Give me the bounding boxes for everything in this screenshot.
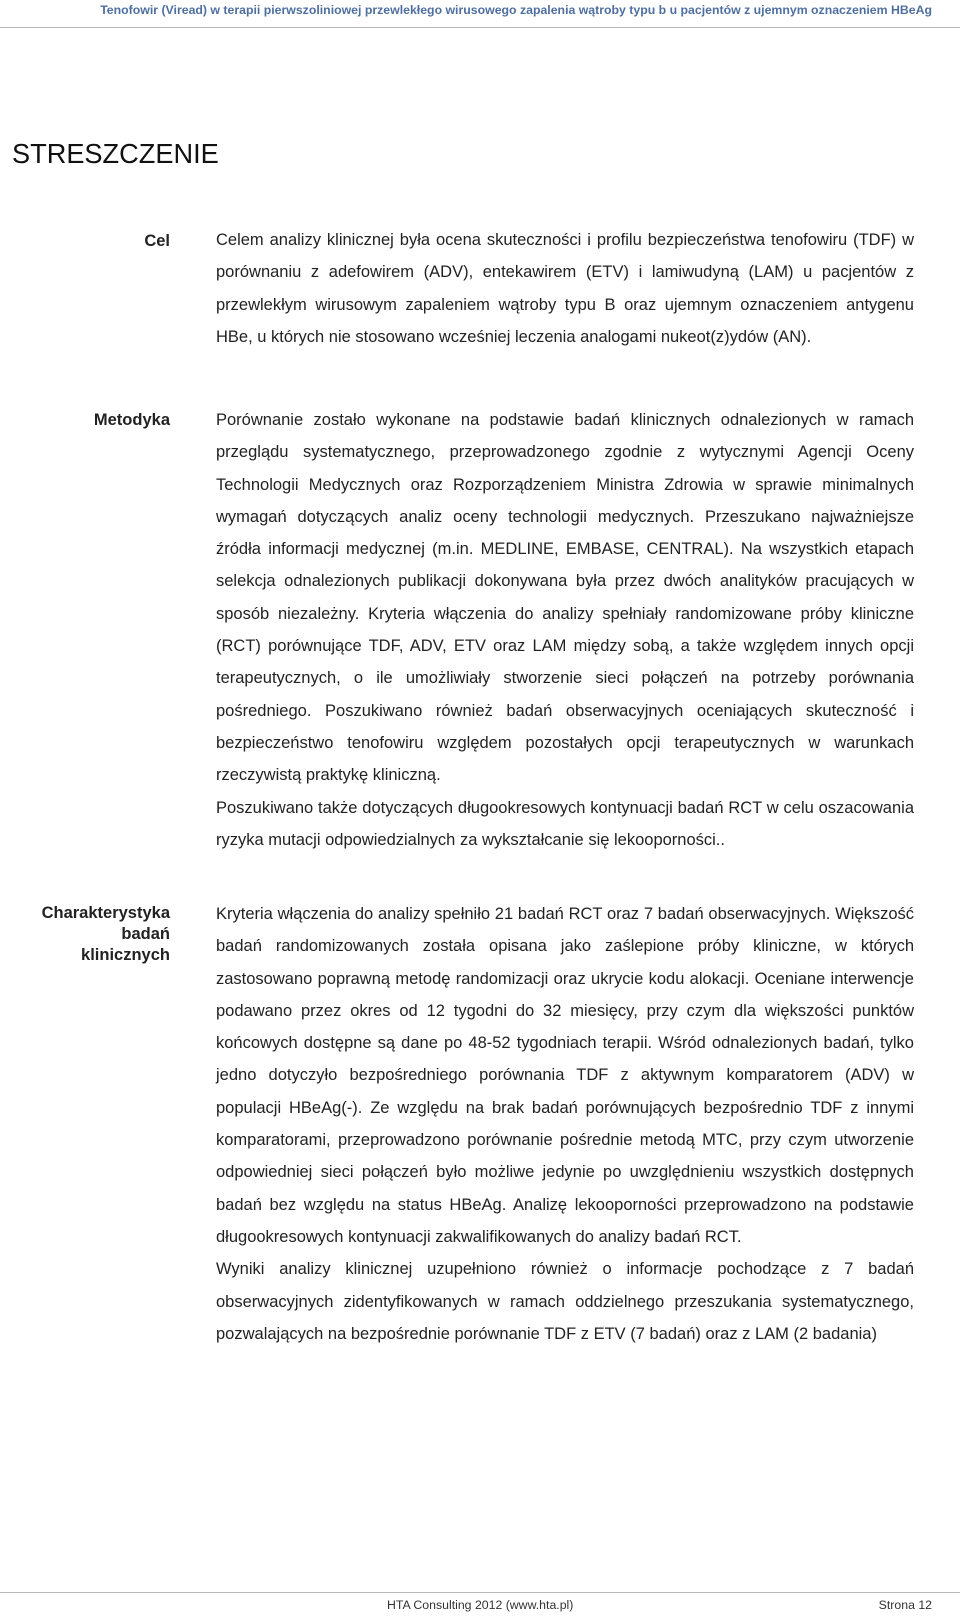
label-line: klinicznych	[81, 946, 170, 964]
section-body-metodyka	[216, 404, 914, 856]
running-header-title: Tenofowir (Viread) w terapii pierwszoliniowej przewlekłego wirusowego zapalenia wątroby typu b u pacjentów z ujemnym oznaczeniem HBeAg	[100, 3, 932, 17]
section-body-cel	[216, 224, 914, 353]
paragraph: Wyniki analizy klinicznej uzupełniono również o informacje pochodzące z 7 badań obserwacyjnych zidentyfikowanych w ramach oddzielnego przeszukania systematycznego, pozwalających na bezpośrednie porównanie TDF z ETV (7 badań) oraz z LAM (2 badania)	[216, 1260, 914, 1343]
label-line: badań	[121, 925, 170, 943]
paragraph: Kryteria włączenia do analizy spełniło 21 badań RCT oraz 7 badań obserwacyjnych. Większość badań randomizowanych została opisana jako zaślepione próby kliniczne, w których zastosowano poprawną metodę randomizacji oraz ukrycie kodu alokacji. Oceniane interwencje podawano przez okres od 12 tygodni do 32 miesięcy, przy czym dla większości punktów końcowych dostępne są dane po 48-52 tygodniach terapii. Wśród odnalezionych badań, tylko jedno dotyczyło bezpośredniego porównania TDF z aktywnym komparatorem (ADV) w populacji HBeAg(-). Ze względu na brak badań porównujących bezpośrednio TDF z innymi komparatorami, przeprowadzono porównanie pośrednie metodą MTC, przy czym utworzenie odpowiedniej sieci połączeń było możliwe jedynie po uwzględnieniu wszystkich dostępnych badań bez względu na status HBeAg. Analizę lekooporności przeprowadzono na podstawie długookresowych kontynuacji zakwalifikowanych do analizy badań RCT.	[216, 905, 914, 1246]
label-line: Charakterystyka	[41, 904, 170, 922]
section-label-cel: Cel	[144, 232, 170, 250]
paragraph: Poszukiwano także dotyczących długookresowych kontynuacji badań RCT w celu oszacowania ryzyka mutacji odpowiedzialnych za wykształcanie się lekooporności..	[216, 798, 914, 849]
page-footer	[0, 1592, 960, 1616]
section-body-charakterystyka	[216, 898, 914, 1350]
paragraph: Celem analizy klinicznej była ocena skuteczności i profilu bezpieczeństwa tenofowiru (TDF) w porównaniu z adefowirem (ADV), entekawirem (ETV) i lamiwudyną (LAM) u pacjentów z przewlekłym wirusowym zapaleniem wątroby typu B oraz ujemnym oznaczeniem antygenu HBe, u których nie stosowano wcześniej leczenia analogami nukeot(z)ydów (AN).	[216, 231, 914, 346]
paragraph: Porównanie zostało wykonane na podstawie badań klinicznych odnalezionych w ramach przeglądu systematycznego, przeprowadzonego zgodnie z wytycznymi Agencji Oceny Technologii Medycznych oraz Rozporządzeniem Ministra Zdrowia w sprawie minimalnych wymagań dotyczących analiz oceny technologii medycznych. Przeszukano najważniejsze źródła informacji medycznej (m.in. MEDLINE, EMBASE, CENTRAL). Na wszystkich etapach selekcja odnalezionych publikacji dokonywana była przez dwóch analityków pracujących w sposób niezależny. Kryteria włączenia do analizy spełniały randomizowane próby kliniczne (RCT) porównujące TDF, ADV, ETV oraz LAM między sobą, a także względem innych opcji terapeutycznych, o ile umożliwiały stworzenie sieci połączeń na potrzeby porównania pośredniego. Poszukiwano również badań obserwacyjnych oceniających skuteczność i bezpieczeństwo tenofowiru względem pozostałych opcji terapeutycznych w warunkach rzeczywistą praktykę kliniczną.	[216, 411, 914, 785]
section-label-charakterystyka	[0, 903, 170, 966]
footer-company: HTA Consulting 2012 (www.hta.pl)	[387, 1598, 574, 1612]
section-label-metodyka: Metodyka	[93, 411, 170, 429]
page-number: Strona 12	[878, 1598, 932, 1612]
page-header	[0, 0, 960, 28]
document-heading: STRESZCZENIE	[12, 138, 219, 169]
